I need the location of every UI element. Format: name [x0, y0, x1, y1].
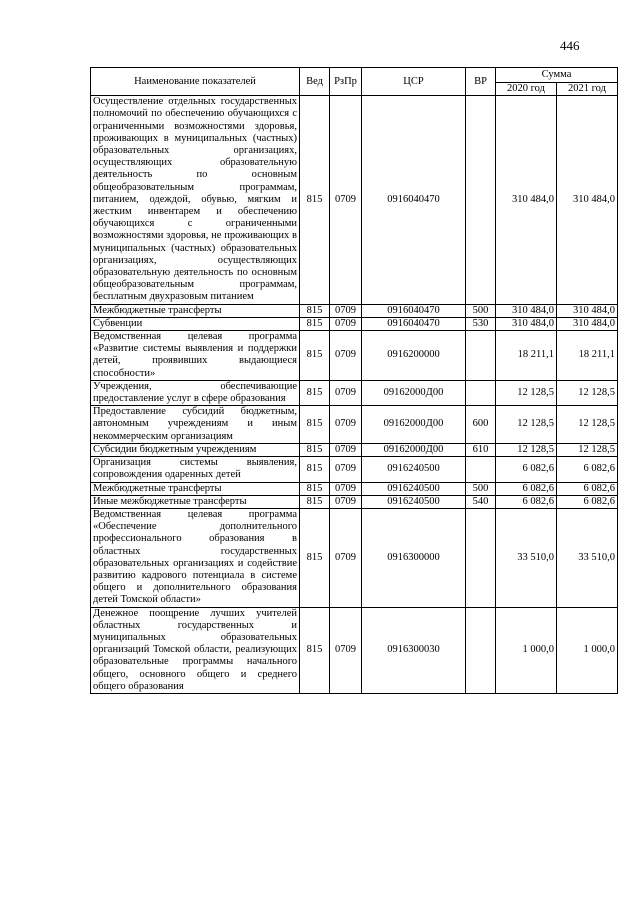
row-ved: 815 — [300, 96, 330, 304]
row-name: Иные межбюджетные трансферты — [91, 495, 300, 508]
table-row — [91, 482, 618, 495]
row-sum-2020: 310 484,0 — [496, 96, 557, 304]
row-rzpr: 0709 — [330, 380, 362, 405]
row-csr: 0916240500 — [362, 495, 466, 508]
row-ved: 815 — [300, 457, 330, 482]
row-csr: 0916040470 — [362, 96, 466, 304]
row-csr: 09162000Д00 — [362, 443, 466, 456]
row-csr: 0916300000 — [362, 508, 466, 607]
header-2020: 2020 год — [496, 83, 557, 96]
row-name: Субвенции — [91, 317, 300, 330]
header-csr: ЦСР — [362, 68, 466, 96]
row-rzpr: 0709 — [330, 607, 362, 693]
row-name: Межбюджетные трансферты — [91, 482, 300, 495]
row-sum-2021: 12 128,5 — [557, 380, 618, 405]
row-sum-2021: 6 082,6 — [557, 457, 618, 482]
table-row — [91, 317, 618, 330]
row-csr: 0916040470 — [362, 304, 466, 317]
row-sum-2021: 6 082,6 — [557, 482, 618, 495]
row-vr: 530 — [466, 317, 496, 330]
row-name: Субсидии бюджетным учреждениям — [91, 443, 300, 456]
row-sum-2020: 12 128,5 — [496, 443, 557, 456]
row-vr — [466, 607, 496, 693]
row-ved: 815 — [300, 331, 330, 381]
row-csr: 0916200000 — [362, 331, 466, 381]
row-rzpr: 0709 — [330, 96, 362, 304]
row-sum-2021: 1 000,0 — [557, 607, 618, 693]
row-sum-2020: 33 510,0 — [496, 508, 557, 607]
row-name: Ведомственная целевая программа «Обеспечение дополнительного профессионального образования в областных государственных образовательных организациях и содействие развитию кадрового потенциала в системе общего и дополнительного образования детей Томской области» — [91, 508, 300, 607]
table-row — [91, 380, 618, 405]
row-ved: 815 — [300, 406, 330, 444]
row-sum-2020: 12 128,5 — [496, 406, 557, 444]
header-vr: ВР — [466, 68, 496, 96]
row-name: Ведомственная целевая программа «Развитие системы выявления и поддержки детей, проявивших выдающиеся способности» — [91, 331, 300, 381]
row-csr: 0916040470 — [362, 317, 466, 330]
row-name: Учреждения, обеспечивающие предоставление услуг в сфере образования — [91, 380, 300, 405]
row-sum-2021: 310 484,0 — [557, 317, 618, 330]
row-vr: 610 — [466, 443, 496, 456]
table-row — [91, 331, 618, 381]
row-sum-2020: 310 484,0 — [496, 317, 557, 330]
row-sum-2021: 18 211,1 — [557, 331, 618, 381]
row-ved: 815 — [300, 607, 330, 693]
row-vr — [466, 380, 496, 405]
table-body — [91, 96, 618, 694]
table-row — [91, 495, 618, 508]
row-ved: 815 — [300, 443, 330, 456]
row-vr — [466, 457, 496, 482]
row-rzpr: 0709 — [330, 406, 362, 444]
row-name: Межбюджетные трансферты — [91, 304, 300, 317]
row-ved: 815 — [300, 508, 330, 607]
table-row — [91, 96, 618, 304]
row-vr — [466, 96, 496, 304]
row-sum-2020: 18 211,1 — [496, 331, 557, 381]
row-name: Осуществление отдельных государственных полномочий по обеспечению обучающихся с ограниченными возможностями здоровья, проживающих в муниципальных (частных) образовательных организациях, осуществляющих образовательную деятельность по основным общеобразовательным программам, питанием, одеждой, обувью, мягким и жестким инвентарем и обеспечению обучающихся с ограниченными возможностями здоровья, не проживающих в муниципальных (частных) образовательных организациях, осуществляющих образовательную деятельность по основным общеобразовательным программам, бесплатным двухразовым питанием — [91, 96, 300, 304]
row-sum-2020: 6 082,6 — [496, 482, 557, 495]
header-2021: 2021 год — [557, 83, 618, 96]
row-sum-2021: 12 128,5 — [557, 443, 618, 456]
table-row — [91, 406, 618, 444]
row-rzpr: 0709 — [330, 457, 362, 482]
row-sum-2020: 310 484,0 — [496, 304, 557, 317]
header-name: Наименование показателей — [91, 68, 300, 96]
row-csr: 09162000Д00 — [362, 406, 466, 444]
table-row — [91, 607, 618, 693]
row-ved: 815 — [300, 317, 330, 330]
row-sum-2020: 1 000,0 — [496, 607, 557, 693]
row-ved: 815 — [300, 495, 330, 508]
row-ved: 815 — [300, 482, 330, 495]
row-rzpr: 0709 — [330, 482, 362, 495]
row-sum-2021: 310 484,0 — [557, 96, 618, 304]
table-row — [91, 443, 618, 456]
budget-table — [90, 67, 618, 694]
row-ved: 815 — [300, 380, 330, 405]
row-csr: 09162000Д00 — [362, 380, 466, 405]
row-name: Предоставление субсидий бюджетным, автономным учреждениям и иным некоммерческим организациям — [91, 406, 300, 444]
row-vr: 500 — [466, 304, 496, 317]
table-row — [91, 304, 618, 317]
row-rzpr: 0709 — [330, 443, 362, 456]
row-csr: 0916240500 — [362, 482, 466, 495]
row-sum-2020: 6 082,6 — [496, 495, 557, 508]
header-sum: Сумма — [496, 68, 618, 83]
row-csr: 0916240500 — [362, 457, 466, 482]
header-ved: Вед — [300, 68, 330, 96]
row-rzpr: 0709 — [330, 331, 362, 381]
row-vr — [466, 331, 496, 381]
header-row — [91, 68, 618, 83]
row-vr: 600 — [466, 406, 496, 444]
table-row — [91, 508, 618, 607]
page-number: 446 — [560, 38, 580, 53]
header-rzpr: РзПр — [330, 68, 362, 96]
row-rzpr: 0709 — [330, 304, 362, 317]
row-sum-2020: 12 128,5 — [496, 380, 557, 405]
row-sum-2021: 6 082,6 — [557, 495, 618, 508]
row-vr — [466, 508, 496, 607]
row-sum-2021: 33 510,0 — [557, 508, 618, 607]
table-row — [91, 457, 618, 482]
row-name: Организация системы выявления, сопровождения одаренных детей — [91, 457, 300, 482]
row-rzpr: 0709 — [330, 495, 362, 508]
row-csr: 0916300030 — [362, 607, 466, 693]
row-rzpr: 0709 — [330, 317, 362, 330]
row-sum-2021: 310 484,0 — [557, 304, 618, 317]
row-sum-2021: 12 128,5 — [557, 406, 618, 444]
row-name: Денежное поощрение лучших учителей областных государственных и муниципальных образовательных организаций Томской области, реализующих образовательные программы начального общего, основного общего и среднего общего образования — [91, 607, 300, 693]
row-ved: 815 — [300, 304, 330, 317]
row-vr: 500 — [466, 482, 496, 495]
row-rzpr: 0709 — [330, 508, 362, 607]
row-sum-2020: 6 082,6 — [496, 457, 557, 482]
row-vr: 540 — [466, 495, 496, 508]
